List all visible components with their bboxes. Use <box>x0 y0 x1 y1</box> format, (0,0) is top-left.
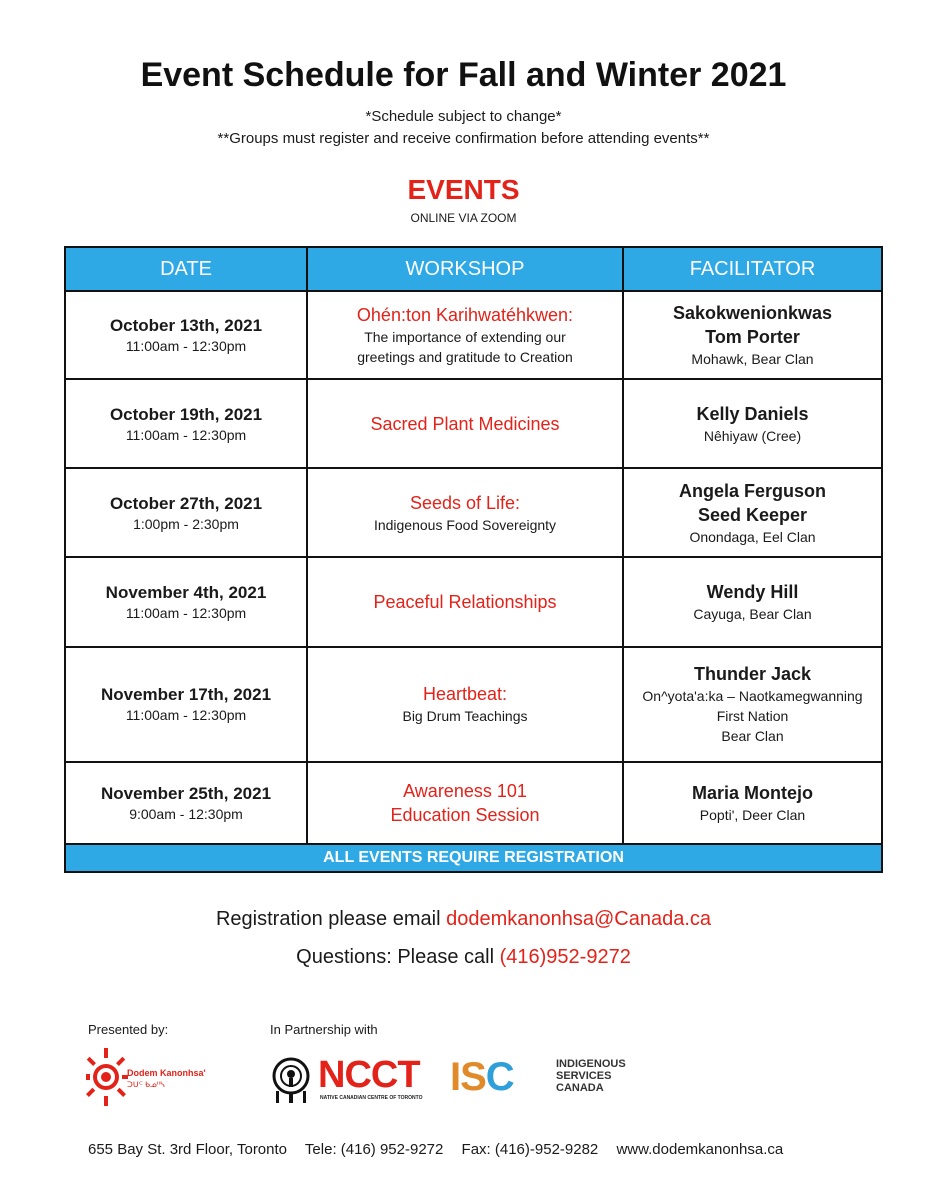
workshop-cell <box>307 379 623 468</box>
event-date: November 4th, 2021 <box>105 582 267 602</box>
questions-phone-link[interactable]: (416)952-9272 <box>499 946 631 968</box>
facilitator-nation: Mohawk, Bear Clan <box>691 351 814 368</box>
date-cell <box>65 468 307 557</box>
facilitator-nation: Popti', Deer Clan <box>699 806 806 823</box>
schedule-table <box>64 246 883 873</box>
facilitator-nation: Nêhiyaw (Cree) <box>703 427 802 444</box>
event-time: 11:00am - 12:30pm <box>125 426 247 443</box>
event-time: 1:00pm - 2:30pm <box>133 515 239 532</box>
event-date: November 25th, 2021 <box>100 783 272 803</box>
column-header-date: DATE <box>65 247 307 291</box>
workshop-description: The importance of extending our <box>364 329 566 346</box>
table-row <box>65 468 882 557</box>
event-time: 11:00am - 12:30pm <box>125 338 247 355</box>
workshop-cell <box>307 647 623 762</box>
event-date: October 27th, 2021 <box>109 493 263 513</box>
footer-contact <box>88 1141 797 1158</box>
date-cell <box>65 557 307 646</box>
isc-logo-c: C <box>485 1055 514 1099</box>
facilitator-name: Kelly Daniels <box>696 403 809 424</box>
workshop-description: Indigenous Food Sovereignty <box>373 516 557 533</box>
registration-line <box>0 908 927 931</box>
table-row <box>65 762 882 844</box>
facilitator-nation: On^yota'a:ka – Naotkamegwanning <box>642 688 863 705</box>
table-header-row <box>65 247 882 291</box>
facilitator-name: Maria Montejo <box>691 782 813 803</box>
event-time: 9:00am - 12:30pm <box>129 805 243 822</box>
questions-label: Questions: Please call <box>296 946 500 968</box>
facilitator-name: Wendy Hill <box>706 581 799 602</box>
isc-word: CANADA <box>556 1082 604 1094</box>
dodem-kanonhsa-syllabics: ᑐᑌᒼ ᑲᓄᐦᓴ <box>127 1080 165 1089</box>
events-heading: EVENTS <box>407 174 520 205</box>
registration-label: Registration please email <box>215 908 447 930</box>
workshop-title: Heartbeat: <box>422 684 508 705</box>
workshop-title-line2: Education Session <box>390 804 540 825</box>
isc-word: SERVICES <box>556 1070 612 1082</box>
date-cell <box>65 291 307 379</box>
workshop-title: Awareness 101 <box>403 780 527 801</box>
facilitator-cell <box>623 379 882 468</box>
date-cell <box>65 647 307 762</box>
registration-requirement: **Groups must register and receive confirmation before attending events** <box>217 130 710 147</box>
facilitator-cell <box>623 291 882 379</box>
footer-address: 655 Bay St. 3rd Floor, Toronto <box>88 1141 288 1158</box>
column-header-facilitator: FACILITATOR <box>623 247 882 291</box>
workshop-description: greetings and gratitude to Creation <box>357 349 573 366</box>
event-date: October 13th, 2021 <box>109 316 263 336</box>
isc-logo-words <box>556 1058 626 1094</box>
footer-website-link[interactable]: www.dodemkanonhsa.ca <box>616 1141 784 1158</box>
event-time: 11:00am - 12:30pm <box>125 604 247 621</box>
facilitator-cell <box>623 762 882 844</box>
facilitator-clan: Bear Clan <box>721 728 784 745</box>
table-row <box>65 647 882 762</box>
facilitator-name: Angela Ferguson <box>678 480 826 501</box>
registration-email-link[interactable]: dodemkanonhsa@Canada.ca <box>446 908 712 930</box>
workshop-cell <box>307 468 623 557</box>
ncct-emblem-icon <box>268 1056 314 1104</box>
schedule-disclaimer: *Schedule subject to change* <box>365 108 562 125</box>
facilitator-nation: Onondaga, Eel Clan <box>689 528 816 545</box>
table-row <box>65 291 882 379</box>
date-cell <box>65 762 307 844</box>
table-footer-row <box>65 844 882 872</box>
facilitator-name: Thunder Jack <box>693 664 812 685</box>
facilitator-nation: First Nation <box>716 708 789 725</box>
dodem-kanonhsa-name: Dodem Kanonhsa' <box>127 1068 206 1078</box>
workshop-title: Peaceful Relationships <box>373 591 557 612</box>
facilitator-name: Sakokwenionkwas <box>672 303 833 324</box>
facilitator-name: Seed Keeper <box>697 504 808 525</box>
date-cell <box>65 379 307 468</box>
workshop-cell <box>307 291 623 379</box>
facilitator-cell <box>623 557 882 646</box>
event-date: October 19th, 2021 <box>109 404 263 424</box>
facilitator-nation: Cayuga, Bear Clan <box>693 605 812 622</box>
workshop-cell <box>307 557 623 646</box>
event-time: 11:00am - 12:30pm <box>125 707 247 724</box>
isc-logo-is: IS <box>450 1055 486 1099</box>
event-date: November 17th, 2021 <box>100 685 272 705</box>
isc-word: INDIGENOUS <box>556 1058 626 1070</box>
page-title: Event Schedule for Fall and Winter 2021 <box>140 56 787 94</box>
ncct-full-name: NATIVE CANADIAN CENTRE OF TORONTO <box>320 1095 423 1101</box>
ncct-logo-text: NCCT <box>318 1054 420 1096</box>
questions-line <box>0 946 927 969</box>
workshop-description: Big Drum Teachings <box>402 708 528 725</box>
facilitator-cell <box>623 647 882 762</box>
registration-banner: ALL EVENTS REQUIRE REGISTRATION <box>65 844 882 872</box>
facilitator-cell <box>623 468 882 557</box>
facilitator-name: Tom Porter <box>705 327 800 348</box>
table-row <box>65 557 882 646</box>
isc-logo <box>450 1055 514 1100</box>
partnership-label: In Partnership with <box>270 1022 378 1037</box>
workshop-title: Seeds of Life: <box>409 492 521 513</box>
workshop-cell <box>307 762 623 844</box>
presented-by-label: Presented by: <box>88 1022 169 1037</box>
workshop-title: Sacred Plant Medicines <box>370 413 560 434</box>
events-subheading: ONLINE VIA ZOOM <box>410 211 517 225</box>
footer-telephone: Tele: (416) 952-9272 <box>304 1141 444 1158</box>
table-row <box>65 379 882 468</box>
workshop-title: Ohén:ton Karihwatéhkwen: <box>356 305 574 326</box>
column-header-workshop: WORKSHOP <box>307 247 623 291</box>
footer-fax: Fax: (416)-952-9282 <box>461 1141 599 1158</box>
